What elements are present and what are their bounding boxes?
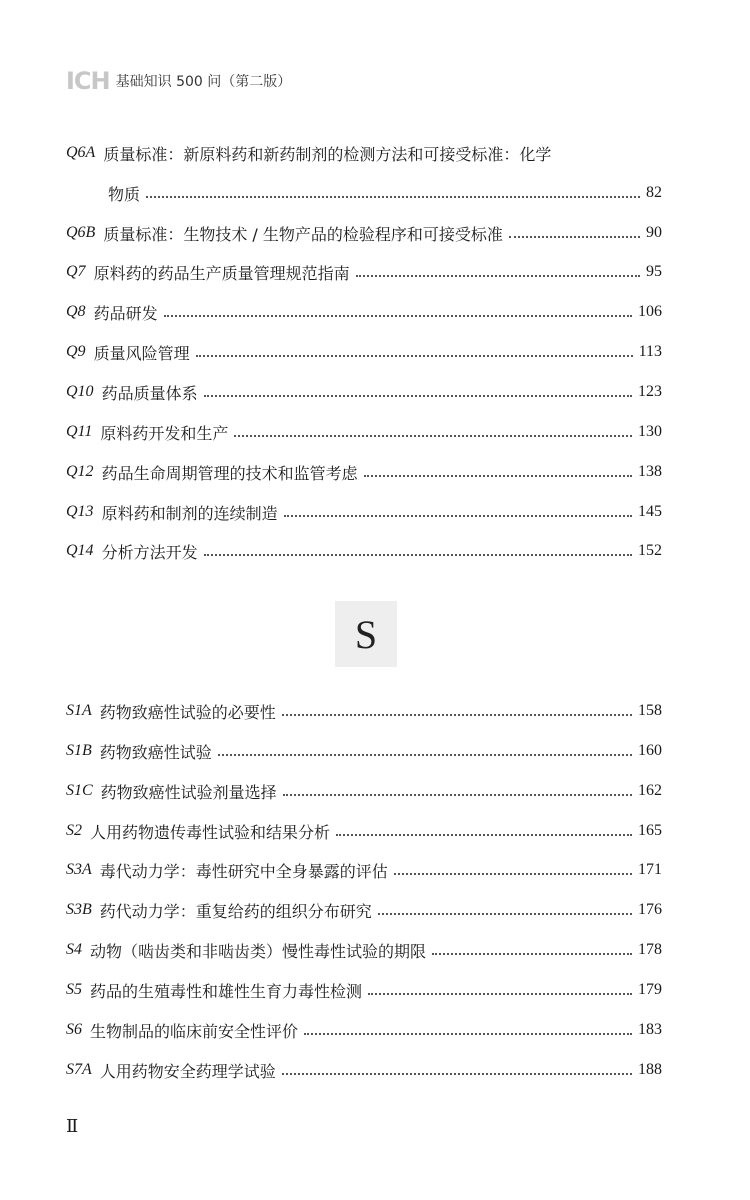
toc-entry-code: S2 bbox=[66, 822, 82, 839]
toc-entry-code: Q11 bbox=[66, 423, 93, 440]
leader-dots bbox=[509, 236, 640, 238]
leader-dots bbox=[364, 475, 632, 477]
toc-entry-q12[interactable] bbox=[66, 459, 662, 485]
toc-entry-title: 分析方法开发 bbox=[101, 542, 198, 562]
leader-dots bbox=[146, 196, 640, 198]
toc-entry-page: 160 bbox=[638, 742, 662, 759]
leader-dots bbox=[284, 515, 632, 517]
toc-entry-page: 123 bbox=[638, 383, 662, 400]
toc-entry-title: 药品生命周期管理的技术和监管考虑 bbox=[101, 463, 358, 483]
toc-entry-page: 176 bbox=[638, 901, 662, 918]
toc-entry-s5[interactable] bbox=[66, 977, 662, 1003]
toc-entry-page: 158 bbox=[638, 702, 662, 719]
leader-dots bbox=[282, 1073, 632, 1075]
leader-dots bbox=[196, 355, 633, 357]
toc-entry-s1c[interactable] bbox=[66, 778, 662, 804]
toc-entry-title: 药品研发 bbox=[93, 303, 158, 323]
leader-dots bbox=[304, 1033, 632, 1035]
leader-dots bbox=[368, 993, 632, 995]
toc-entry-page: 152 bbox=[638, 542, 662, 559]
toc-entry-title: 人用药物安全药理学试验 bbox=[99, 1061, 276, 1081]
toc-entry-title: 原料药的药品生产质量管理规范指南 bbox=[93, 263, 350, 283]
toc-entry-code: Q9 bbox=[66, 343, 86, 360]
toc-entry-code: Q12 bbox=[66, 463, 94, 480]
toc-entry-code: S3A bbox=[66, 861, 92, 878]
toc-entry-s6[interactable] bbox=[66, 1017, 662, 1043]
toc-entry-page: 90 bbox=[646, 224, 662, 241]
toc-entry-s3a[interactable] bbox=[66, 857, 662, 883]
leader-dots bbox=[204, 554, 632, 556]
toc-entry-q6a[interactable] bbox=[66, 140, 662, 166]
toc-entry-q9[interactable] bbox=[66, 339, 662, 365]
toc-entry-s2[interactable] bbox=[66, 818, 662, 844]
leader-dots bbox=[204, 395, 632, 397]
toc-entry-s1b[interactable] bbox=[66, 738, 662, 764]
leader-dots bbox=[378, 913, 632, 915]
toc-entry-code: S3B bbox=[66, 901, 92, 918]
leader-dots bbox=[356, 275, 640, 277]
toc-entry-s4[interactable] bbox=[66, 937, 662, 963]
toc-entry-q8[interactable] bbox=[66, 299, 662, 325]
toc-entry-code: S4 bbox=[66, 941, 82, 958]
toc-entry-code: Q10 bbox=[66, 383, 94, 400]
leader-dots bbox=[164, 315, 632, 317]
leader-dots bbox=[432, 953, 632, 955]
toc-entry-title: 质量标准：生物技术 / 生物产品的检验程序和可接受标准 bbox=[103, 224, 503, 244]
toc-entry-s1a[interactable] bbox=[66, 698, 662, 724]
toc-entry-page: 162 bbox=[638, 782, 662, 799]
toc-entry-q6a-continued[interactable] bbox=[66, 180, 662, 206]
toc-entry-title-continuation: 物质 bbox=[108, 184, 141, 204]
section-heading-s: S bbox=[335, 601, 397, 667]
toc-entry-page: 106 bbox=[638, 303, 662, 320]
toc-entry-title: 人用药物遗传毒性试验和结果分析 bbox=[90, 822, 331, 842]
book-title: 基础知识 500 问（第二版） bbox=[115, 74, 292, 90]
toc-entry-code: Q6B bbox=[66, 224, 96, 241]
toc-entry-title: 药代动力学：重复给药的组织分布研究 bbox=[99, 901, 372, 921]
toc-entry-page: 82 bbox=[646, 184, 662, 201]
toc-entry-code: S5 bbox=[66, 981, 82, 998]
toc-entry-code: S1B bbox=[66, 742, 92, 759]
leader-dots bbox=[218, 754, 632, 756]
toc-entry-code: S6 bbox=[66, 1021, 82, 1038]
leader-dots bbox=[394, 873, 632, 875]
toc-entry-code: Q14 bbox=[66, 542, 94, 559]
toc-entry-q11[interactable] bbox=[66, 419, 662, 445]
toc-entry-s3b[interactable] bbox=[66, 897, 662, 923]
toc-entry-title: 质量标准：新原料药和新药制剂的检测方法和可接受标准：化学 bbox=[103, 144, 552, 164]
toc-entry-page: 183 bbox=[638, 1021, 662, 1038]
toc-entry-title: 质量风险管理 bbox=[93, 343, 190, 363]
toc-entry-code: S1A bbox=[66, 702, 92, 719]
leader-dots bbox=[336, 834, 632, 836]
toc-entry-title: 药物致癌性试验 bbox=[99, 742, 212, 762]
toc-entry-page: 178 bbox=[638, 941, 662, 958]
toc-entry-code: Q6A bbox=[66, 144, 96, 161]
toc-entry-page: 95 bbox=[646, 263, 662, 280]
toc-entry-code: S7A bbox=[66, 1061, 92, 1078]
toc-entry-title: 生物制品的临床前安全性评价 bbox=[90, 1021, 299, 1041]
toc-entry-title: 毒代动力学：毒性研究中全身暴露的评估 bbox=[99, 861, 388, 881]
page-number: Ⅱ bbox=[66, 1116, 79, 1136]
toc-entry-page: 171 bbox=[638, 861, 662, 878]
toc-entry-q7[interactable] bbox=[66, 259, 662, 285]
toc-entry-q14[interactable] bbox=[66, 538, 662, 564]
toc-entry-title: 药物致癌性试验剂量选择 bbox=[100, 782, 277, 802]
leader-dots bbox=[282, 714, 632, 716]
toc-entry-page: 130 bbox=[638, 423, 662, 440]
toc-entry-code: S1C bbox=[66, 782, 93, 799]
toc-entry-title: 药品质量体系 bbox=[101, 383, 198, 403]
toc-entry-title: 动物（啮齿类和非啮齿类）慢性毒性试验的期限 bbox=[90, 941, 427, 961]
ich-logo: ICH bbox=[66, 67, 110, 95]
toc-entry-page: 179 bbox=[638, 981, 662, 998]
leader-dots bbox=[234, 435, 632, 437]
running-header bbox=[66, 66, 291, 96]
toc-entry-page: 145 bbox=[638, 503, 662, 520]
toc-entry-s7a[interactable] bbox=[66, 1057, 662, 1083]
toc-entry-title: 原料药开发和生产 bbox=[100, 423, 229, 443]
leader-dots bbox=[283, 794, 632, 796]
toc-entry-page: 188 bbox=[638, 1061, 662, 1078]
toc-entry-q13[interactable] bbox=[66, 499, 662, 525]
toc-entry-code: Q13 bbox=[66, 503, 94, 520]
toc-entry-title: 药品的生殖毒性和雄性生育力毒性检测 bbox=[90, 981, 363, 1001]
toc-entry-q10[interactable] bbox=[66, 379, 662, 405]
toc-entry-page: 165 bbox=[638, 822, 662, 839]
toc-entry-page: 138 bbox=[638, 463, 662, 480]
toc-entry-q6b[interactable] bbox=[66, 220, 662, 246]
toc-entry-title: 药物致癌性试验的必要性 bbox=[99, 702, 276, 722]
toc-entry-page: 113 bbox=[638, 343, 662, 360]
toc-entry-code: Q8 bbox=[66, 303, 86, 320]
toc-entry-title: 原料药和制剂的连续制造 bbox=[101, 503, 278, 523]
toc-entry-code: Q7 bbox=[66, 263, 86, 280]
